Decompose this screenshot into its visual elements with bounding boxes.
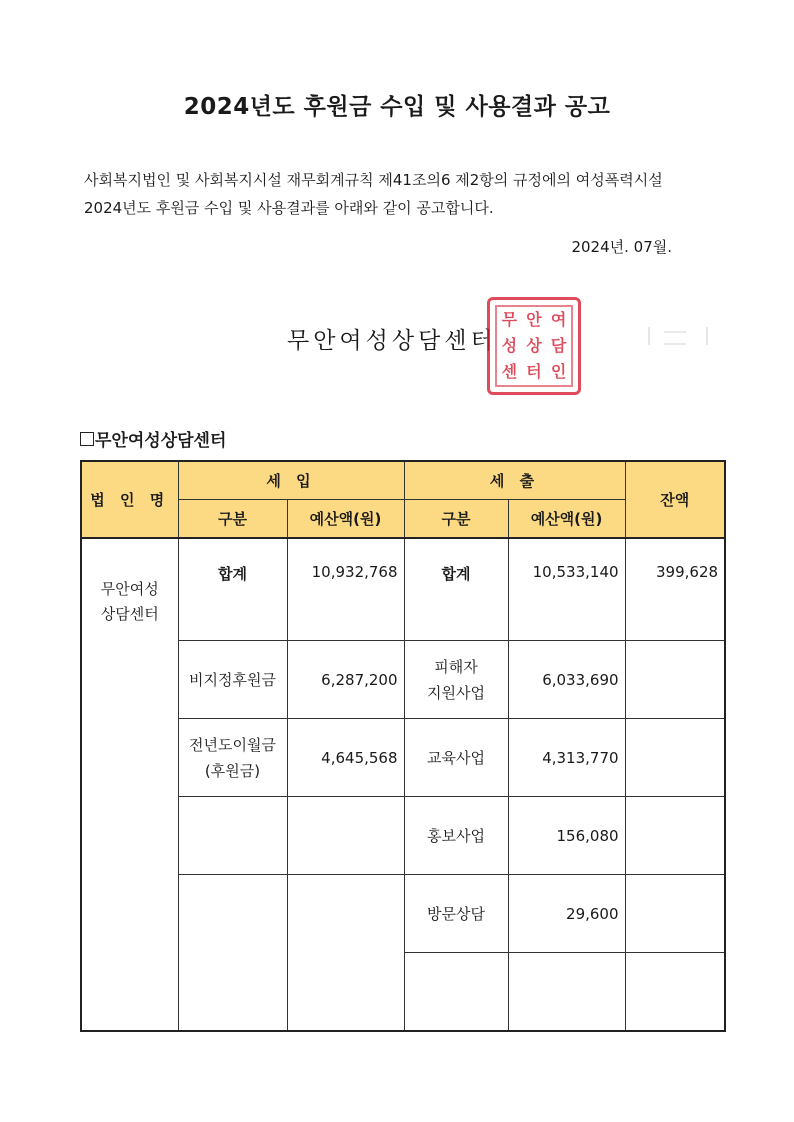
expense-amount-cell: 156,080: [508, 797, 625, 875]
balance-cell: [625, 875, 725, 953]
table-row: [81, 719, 725, 797]
intro-line-1: 사회복지법인 및 사회복지시설 재무회계규칙 제41조의6 제2항의 규정에의 여성폭력시설: [84, 171, 663, 189]
seal-char: 여: [550, 310, 567, 329]
page-title: 2024년도 후원금 수입 및 사용결과 공고: [183, 94, 611, 120]
organization-signature: 무안여성상담센터: [287, 328, 497, 354]
expense-category-cell: [404, 953, 508, 1032]
expense-amount-cell: 6,033,690: [508, 641, 625, 719]
income-category-cell: [178, 797, 287, 875]
seal-char: 터: [526, 362, 542, 381]
income-amount-cell: 10,932,768: [287, 538, 404, 641]
donation-ledger-table: [80, 460, 726, 1032]
header-expense: 세 출: [404, 461, 625, 500]
corp-name-line-1: 무안여성: [100, 580, 159, 598]
expense-amount-cell: 29,600: [508, 875, 625, 953]
seal-char: 상: [526, 336, 542, 355]
header-expense-category: 구분: [404, 500, 508, 539]
expense-category-line-2: 지원사업: [427, 683, 485, 702]
expense-amount-cell: 4,313,770: [508, 719, 625, 797]
seal-char: 안: [526, 310, 542, 329]
announcement-date: 2024년. 07월.: [571, 238, 672, 256]
income-category-line-1: 전년도이월금: [189, 735, 276, 754]
header-expense-amount: 예산액(원): [508, 500, 625, 539]
income-amount-cell: [287, 797, 404, 875]
expense-category-cell: 방문상담: [404, 875, 508, 953]
table-row: [81, 797, 725, 875]
seal-char: 무: [501, 310, 518, 329]
seal-char: 인: [550, 362, 567, 381]
income-category-cell: [178, 875, 287, 1032]
expense-amount-cell: [508, 953, 625, 1032]
header-income: 세 입: [178, 461, 404, 500]
seal-characters: [495, 305, 573, 387]
balance-cell: [625, 719, 725, 797]
income-amount-cell: 4,645,568: [287, 719, 404, 797]
income-category-cell: 비지정후원금: [178, 641, 287, 719]
header-balance: 잔액: [625, 461, 725, 538]
intro-paragraph: [84, 166, 734, 222]
table-row: [81, 641, 725, 719]
balance-cell: [625, 641, 725, 719]
corp-name-line-2: 상담센터: [100, 605, 159, 623]
official-seal-icon: [487, 297, 581, 395]
corp-name-cell: [81, 538, 178, 1031]
table-row: [81, 875, 725, 953]
income-category-line-2: (후원금): [204, 761, 261, 780]
expense-category-cell: 합계: [404, 538, 508, 641]
section-heading-label: 무안여성상담센터: [95, 431, 227, 451]
balance-cell: [625, 953, 725, 1032]
intro-line-2: 2024년도 후원금 수입 및 사용결과를 아래와 같이 공고합니다.: [84, 199, 494, 217]
expense-category-cell: 홍보사업: [404, 797, 508, 875]
income-amount-cell: 6,287,200: [287, 641, 404, 719]
seal-char: 담: [550, 336, 567, 355]
header-income-category: 구분: [178, 500, 287, 539]
section-heading: [80, 426, 226, 451]
expense-amount-cell: 10,533,140: [508, 538, 625, 641]
income-amount-cell: [287, 875, 404, 1032]
income-category-cell: [178, 719, 287, 797]
seal-char: 센: [501, 362, 518, 381]
header-income-amount: 예산액(원): [287, 500, 404, 539]
expense-category-line-1: 피해자: [434, 657, 478, 676]
expense-category-cell: [404, 641, 508, 719]
faint-stamp-mark: [648, 327, 708, 345]
balance-cell: [625, 797, 725, 875]
balance-cell: 399,628: [625, 538, 725, 641]
expense-category-cell: 교육사업: [404, 719, 508, 797]
header-corp-name: 법 인 명: [81, 461, 178, 538]
income-category-cell: 합계: [178, 538, 287, 641]
table-row: [81, 538, 725, 641]
checkbox-icon: [80, 432, 94, 446]
seal-char: 성: [501, 336, 518, 355]
